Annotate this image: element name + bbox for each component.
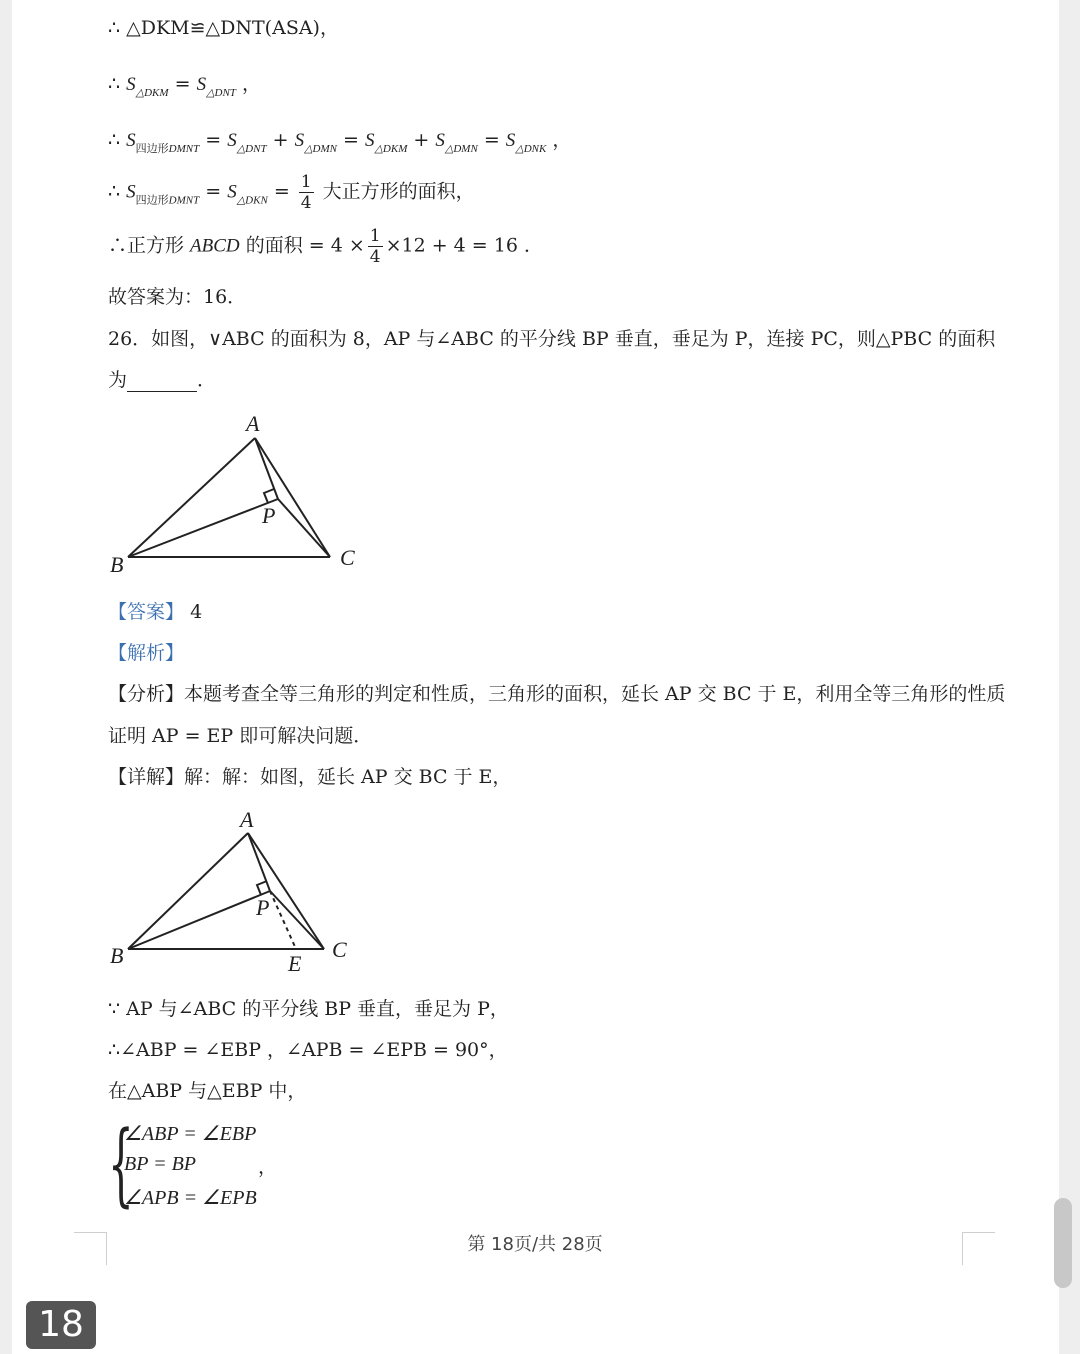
- figure-triangle-2: [100, 805, 370, 985]
- previous-answer: 故答案为：16．: [108, 286, 247, 308]
- proof-line-quarter: ∴ $S_{四边形DMNT} = S_{\triangle DKN}$ = $\frac{1}{4}$ 大正方形的面积，: [108, 172, 475, 213]
- question-26-blank-line: 为 ．: [108, 369, 217, 391]
- analysis-text-2: 证明 AP = EP 即可解决问题．: [108, 725, 373, 747]
- scrollbar-thumb[interactable]: [1054, 1198, 1072, 1288]
- analysis-tag: 【解析】: [108, 642, 185, 664]
- label-C: C: [332, 937, 347, 962]
- label-P: P: [256, 895, 270, 920]
- question-26-text: 26．如图，∨ABC 的面积为 8，AP 与∠ABC 的平分线 BP 垂直，垂足为 P，连接 PC，则△PBC 的面积: [108, 328, 996, 350]
- label-E: E: [288, 951, 302, 976]
- system-line-1: ∠ABP = ∠EBP: [124, 1123, 257, 1145]
- page-number-badge: 18: [26, 1301, 96, 1349]
- label-A: A: [246, 411, 260, 436]
- page-footer: 第 18页/共 28页: [467, 1234, 603, 1255]
- system-brace: {: [108, 1112, 134, 1217]
- figure-triangle-1: [100, 405, 380, 585]
- label-A: A: [240, 807, 254, 832]
- system-line-2: BP = BP: [124, 1153, 197, 1175]
- label-C: C: [340, 545, 355, 570]
- triangles-line: 在△ABP 与△EBP 中，: [108, 1080, 307, 1102]
- angles-line: ∴∠ABP = ∠EBP ，∠APB = ∠EPB = 90°，: [108, 1039, 508, 1061]
- answer-blank: [127, 373, 197, 392]
- system-line-3: ∠APB = ∠EPB: [124, 1187, 257, 1209]
- system-comma: ，: [258, 1156, 278, 1178]
- proof-line-congruence: ∴ △DKM≌△DNT(ASA)，: [108, 17, 339, 39]
- proof-line-area-equal: ∴ $S_{\triangle DKM} = S_{\triangle DNT}$ ，: [108, 73, 261, 99]
- proof-line-square-area: ∴正方形 ABCD 的面积 = 4 × $\frac{1}{4}$ ×12 + 4 = 16 ．: [108, 226, 543, 267]
- analysis-text: 【分析】本题考查全等三角形的判定和性质，三角形的面积，延长 AP 交 BC 于 E，利用全等三角形的性质: [108, 683, 1006, 705]
- label-P: P: [262, 503, 276, 528]
- proof-line-quad-area: ∴ $S_{四边形DMNT} = S_{\triangle DNT} + S_{\triangle DMN} = S_{\triangle DKM} + S_{\triangle DMN} = S_{\triangle DNK}$ ，: [108, 129, 572, 155]
- label-B: B: [110, 943, 124, 968]
- because-line: ∵ AP 与∠ABC 的平分线 BP 垂直，垂足为 P，: [108, 998, 509, 1020]
- detail-text: 【详解】解：解：如图，延长 AP 交 BC 于 E，: [108, 766, 512, 788]
- label-B: B: [110, 552, 124, 577]
- answer-row: 【答案】 4: [108, 601, 203, 623]
